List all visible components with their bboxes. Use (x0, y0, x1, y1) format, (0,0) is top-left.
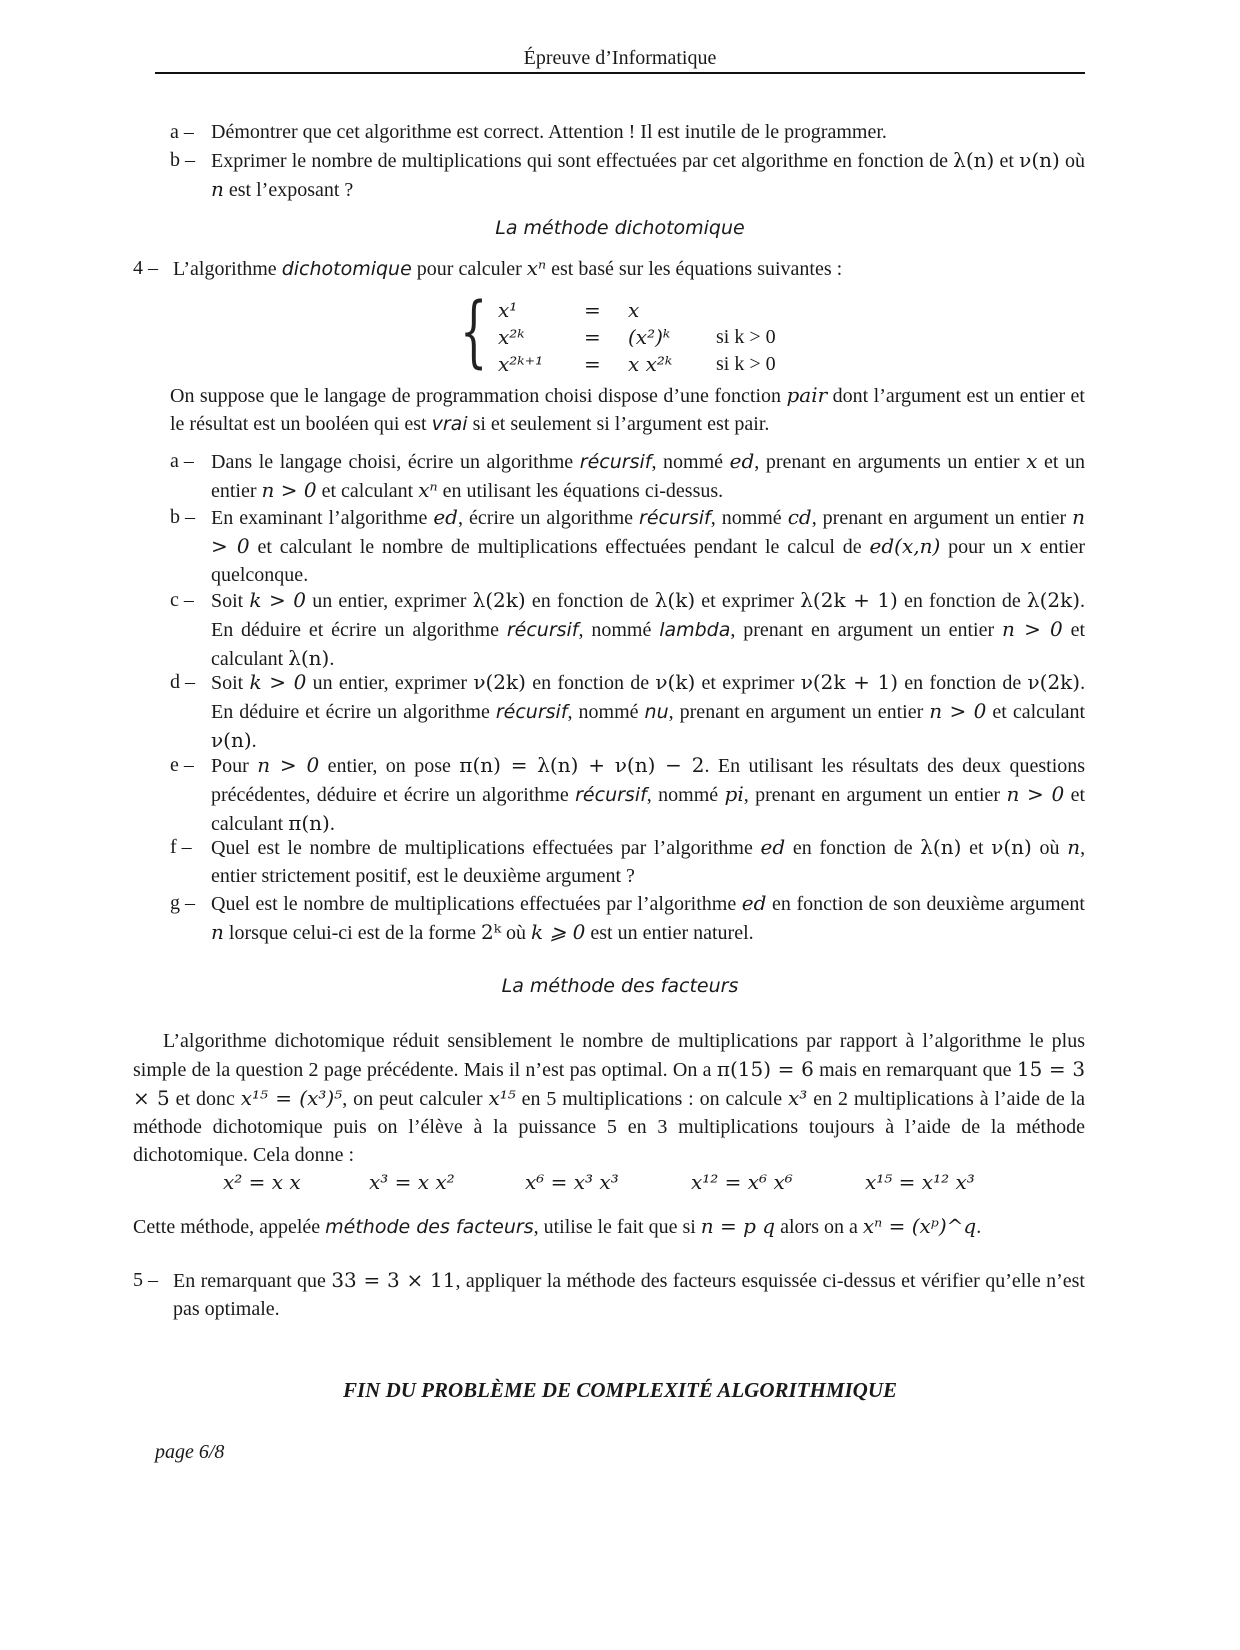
item-text: Soit k > 0 un entier, exprimer λ(2k) en fonction de λ(k) et exprimer λ(2k + 1) en fonction de λ(2k). En déduire et écrire un algorithme récursif, nommé lambda, prenant en argument un entier n > 0 et calculant λ(n). (211, 588, 1086, 670)
q4-item-b (170, 503, 1085, 589)
item-label: d – (170, 671, 195, 693)
question-number-5: 5 – (133, 1269, 158, 1291)
chain-step: x¹⁵ = x¹² x³ (865, 1170, 975, 1194)
q4-intro: L’algorithme dichotomique pour calculer xⁿ est basé sur les équations suivantes : (173, 256, 843, 280)
item-label: b – (170, 506, 195, 528)
q5-text: En remarquant que 33 = 3 × 11, appliquer la méthode des facteurs esquissée ci-dessus et vérifier qu’elle n’est pas optimale. (173, 1268, 1085, 1320)
chain-step: x² = x x (223, 1170, 301, 1194)
header-rule (155, 72, 1085, 74)
item-label: f – (170, 836, 192, 858)
q4-item-d (170, 668, 1085, 755)
facteurs-paragraph: L’algorithme dichotomique réduit sensiblement le nombre de multiplications par rapport à l’algorithme le plus simple de la question 2 page précédente. Mais il n’est pas optimal. On a π(15) = 6 mais en remarquant que 15 = 3 × 5 et donc x¹⁵ = (x³)⁵, on peut calculer x¹⁵ en 5 multiplications : on calcule x³ en 2 multiplications à l’aide de la méthode dichotomique puis on l’élève à la puissance 5 en 3 multiplications toujours à l’aide de la méthode dichotomique. Cela donne : (133, 1030, 1086, 1166)
item-label: e – (170, 754, 194, 776)
end-title: FIN DU PROBLÈME DE COMPLEXITÉ ALGORITHMIQUE (342, 1378, 898, 1402)
section-title-facteurs: La méthode des facteurs (501, 975, 739, 997)
q4-item-e (170, 751, 1085, 838)
equation-system: { x¹ = x x²ᵏ = (x²)ᵏ si k > 0 x²ᵏ⁺¹ = x x²ᵏ si k > 0 (460, 287, 776, 377)
chain-step: x³ = x x² (369, 1170, 455, 1194)
q4-item-c (170, 586, 1085, 673)
item-label: b – (170, 149, 195, 171)
item-label: a – (170, 450, 194, 472)
chain-step: x⁶ = x³ x³ (525, 1170, 619, 1194)
item-text: Quel est le nombre de multiplications effectuées par l’algorithme ed en fonction de λ(n) et ν(n) où n, entier strictement positif, est le deuxième argument ? (211, 835, 1086, 887)
item-text: Soit k > 0 un entier, exprimer ν(2k) en fonction de ν(k) et exprimer ν(2k + 1) en fonction de ν(2k). En déduire et écrire un algorithme récursif, nommé nu, prenant en argument un entier n > 0 et calculant ν(n). (211, 670, 1086, 752)
item-label: a – (170, 121, 194, 143)
q4-paragraph: On suppose que le langage de programmation choisi dispose d’une fonction pair dont l’argument est un entier et le résultat est un booléen qui est vrai si et seulement si l’argument est pair. (170, 383, 1085, 435)
item-label: g – (170, 892, 195, 914)
q4-item-a (170, 447, 1085, 505)
q4-item-g (170, 889, 1085, 947)
q4-item-f (170, 833, 1085, 890)
item-text: En examinant l’algorithme ed, écrire un algorithme récursif, nommé cd, prenant en argument un entier n > 0 et calculant le nombre de multiplications effectuées pendant le calcul de ed(x,n) pour un x entier quelconque. (211, 505, 1086, 586)
facteurs-conclusion: Cette méthode, appelée méthode des facteurs, utilise le fait que si n = p q alors on a xⁿ = (xᵖ)^q. (133, 1214, 982, 1238)
left-brace: { (460, 287, 488, 377)
q3-item-b (170, 146, 1085, 204)
item-text: Pour n > 0 entier, on pose π(n) = λ(n) + ν(n) − 2. En utilisant les résultats des deux questions précédentes, déduire et écrire un algorithme récursif, nommé pi, prenant en argument un entier n > 0 et calculant π(n). (211, 753, 1086, 835)
question-number-4: 4 – (133, 257, 158, 279)
running-header: Épreuve d’Informatique (523, 47, 717, 69)
power-chain (155, 1168, 1085, 1198)
item-text: Démontrer que cet algorithme est correct. Attention ! Il est inutile de le programmer. (211, 121, 887, 143)
item-label: c – (170, 589, 194, 611)
section-title-dichotomique: La méthode dichotomique (495, 217, 745, 239)
q3-item-a (170, 118, 1085, 146)
page-number: page 6/8 (155, 1441, 225, 1463)
chain-step: x¹² = x⁶ x⁶ (691, 1170, 793, 1194)
item-text: Quel est le nombre de multiplications effectuées par l’algorithme ed en fonction de son deuxième argument n lorsque celui-ci est de la forme 2ᵏ où k ⩾ 0 est un entier naturel. (211, 891, 1085, 944)
item-text: Dans le langage choisi, écrire un algorithme récursif, nommé ed, prenant en arguments un entier x et un entier n > 0 et calculant xⁿ en utilisant les équations ci-dessus. (211, 449, 1086, 502)
item-text: Exprimer le nombre de multiplications qui sont effectuées par cet algorithme en fonction de λ(n) et ν(n) où n est l’exposant ? (211, 148, 1086, 201)
